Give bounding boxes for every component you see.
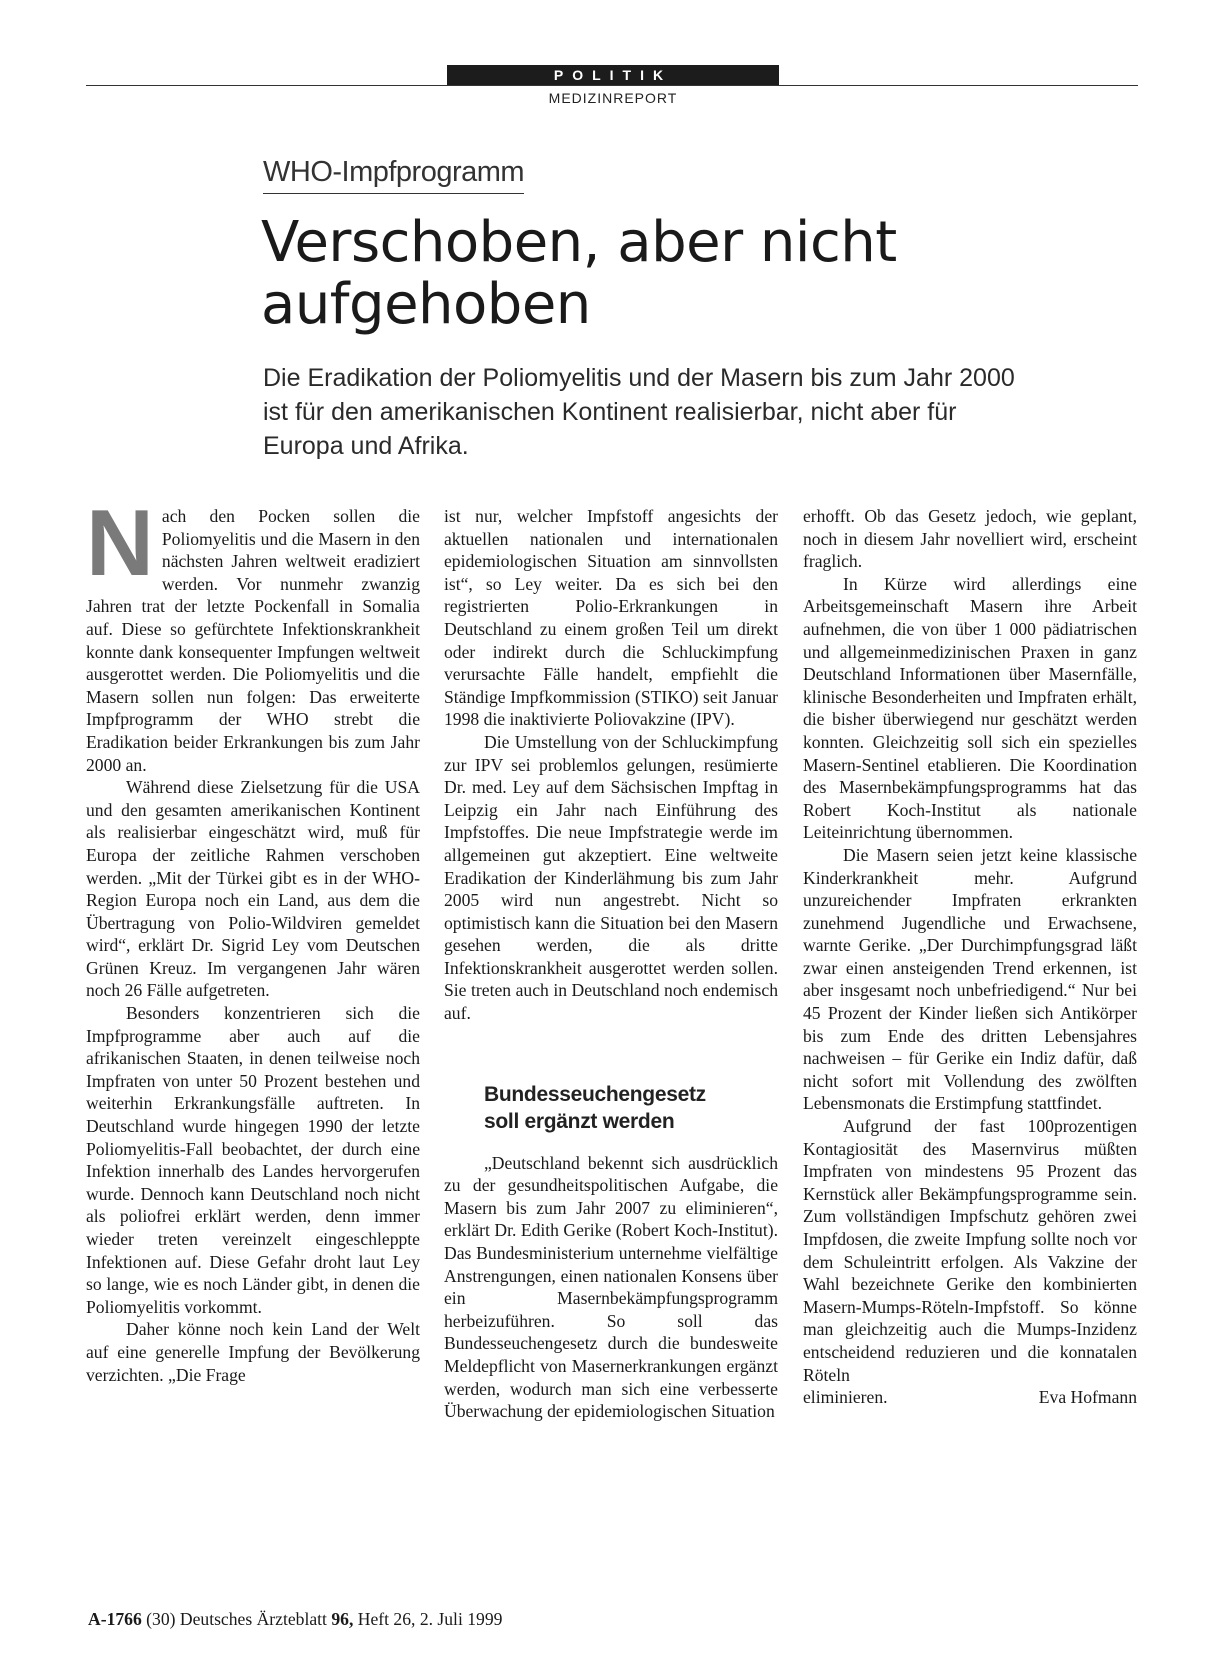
author-name: Eva Hofmann xyxy=(1038,1387,1137,1408)
paragraph: Die Masern seien jetzt keine klassische Kinderkrankheit mehr. Aufgrund unzureichender Impfraten erkrankten zunehmend Jugendliche und Erwachsene, warnte Gerike. „Der Durchimpfungsgrad läßt zwar einen ansteigenden Trend erkennen, ist aber insgesamt noch unbefriedigend.“ Nur bei 45 Prozent der Kinder ließen sich Antikörper bis zum Ende des dritten Lebensjahres nachweisen – für Gerike ein Indiz dafür, daß nicht sofort mit Vollendung des zwölften Lebensmonats die Erstimpfung stattfindet. xyxy=(803,844,1137,1114)
closing-word: eliminieren. xyxy=(803,1387,888,1408)
paragraph: Besonders konzentrieren sich die Impfprogramme aber auch auf die afrikanischen Staaten, in denen teilweise noch Impfraten von unter 50 Prozent bestehen und weiterhin Erkrankungsfälle auftreten. In Deutschland wurde hingegen 1990 der letzte Poliomyelitis-Fall beobachtet, der durch eine Infektion innerhalb des Landes hervorgerufen wurde. Dennoch kann Deutschland noch nicht als poliofrei erklärt werden, denn immer wieder treten vereinzelt eingeschleppte Infektionen auf. Diese Gefahr droht laut Ley so lange, wie es noch Länder gibt, in denen die Poliomyelitis vorkommt. xyxy=(86,1003,420,1317)
paragraph: Aufgrund der fast 100prozentigen Kontagiosität des Masernvirus müßten Impfraten von mindestens 95 Prozent das Kernstück aller Bekämpfungsprogramme sein. Zum vollständigen Impfschutz gehören zwei Impfdosen, die zweite Impfung sollte noch vor dem Schuleintritt erfolgen. Als Vakzine der Wahl bezeichnete Gerike den kombinierten Masern-Mumps-Röteln-Impfstoff. So könne man gleichzeitig auch die Mumps-Inzidenz entscheidend reduzieren und die konnatalen Röteln xyxy=(803,1116,1137,1385)
subsection-label: MEDIZINREPORT xyxy=(548,90,678,106)
headline-line-2: aufgehoben xyxy=(261,272,591,337)
journal-name: Deutsches Ärzteblatt xyxy=(179,1609,327,1629)
subheading-line-1: Bundesseuchengesetz xyxy=(484,1082,706,1106)
paragraph: erhofft. Ob das Gesetz jedoch, wie geplant, noch in diesem Jahr novelliert wird, erscheint fraglich. xyxy=(803,506,1137,572)
page-footer xyxy=(88,1609,502,1630)
paragraph: ist nur, welcher Impfstoff angesichts der aktuellen nationalen und internationalen epidemiologischen Situation am sinnvollsten ist“, so Ley weiter. Da es sich bei den registrierten Polio-Erkrankungen in Deutschland zu einem großen Teil um direkt oder indirekt durch die Schluckimpfung verursachte Fälle handelt, empfiehlt die Ständige Impfkommission (STIKO) seit Januar 1998 die inaktivierte Poliovakzine (IPV). xyxy=(444,506,778,730)
text-column-2 xyxy=(444,505,778,1423)
paragraph: Während diese Zielsetzung für die USA und den gesamten amerikanischen Kontinent als realisierbar eingeschätzt wird, muß für Europa der zeitliche Rahmen verschoben werden. „Mit der Türkei gibt es in der WHO-Region Europa noch ein Land, aus dem die Übertragung von Polio-Wildviren gemeldet wird“, erklärt Dr. Sigrid Ley vom Deutschen Grünen Kreuz. Im vergangenen Jahr wären noch 26 Fälle aufgetreten. xyxy=(86,777,420,1001)
header-rule xyxy=(86,85,1138,86)
page-number: (30) xyxy=(146,1609,176,1629)
drop-cap: N xyxy=(86,490,154,595)
closing-line xyxy=(803,1386,1137,1409)
volume-number: 96, xyxy=(331,1609,354,1629)
paragraph: „Deutschland bekennt sich ausdrücklich zu der gesundheitspolitischen Aufgabe, die Masern bis zum Jahr 2007 zu eliminieren“, erklärt Dr. Edith Gerike (Robert Koch-Institut). Das Bundesministerium unternehme vielfältige Anstrengungen, einen nationalen Konsens über ein Masernbekämpfungsprogramm herbeizuführen. So soll das Bundesseuchengesetz durch die bundesweite Meldepflicht von Masernerkrankungen ergänzt werden, wodurch man sich eine verbesserte Überwachung der epidemiologischen Situation xyxy=(444,1152,778,1422)
text-column-1 xyxy=(86,490,420,1386)
page-id: A-1766 xyxy=(88,1609,142,1629)
paragraph-text: ach den Pocken sollen die Poliomyelitis und die Masern in den nächsten Jahren weltweit eradiziert werden. Vor nunmehr zwanzig Jahren trat der letzte Pockenfall in Somalia auf. Diese so gefürchtete Infektionskrankheit konnte dank konsequenter Impfungen weltweit ausgerottet werden. Die Poliomyelitis und die Masern sollen nun folgen: Das erweiterte Impfprogramm der WHO strebt die Eradikation beider Erkrankungen bis zum Jahr 2000 an. xyxy=(86,506,420,775)
headline-line-1: Verschoben, aber nicht xyxy=(261,210,897,275)
subheading-line-2: soll ergänzt werden xyxy=(484,1109,675,1133)
article-kicker: WHO-Impfprogramm xyxy=(263,156,524,194)
subheading xyxy=(484,1081,778,1135)
paragraph: Daher könne noch kein Land der Welt auf eine generelle Impfung der Bevölkerung verzichten. „Die Frage xyxy=(86,1319,420,1385)
paragraph: In Kürze wird allerdings eine Arbeitsgemeinschaft Masern ihre Arbeit aufnehmen, die von über 1 000 pädiatrischen und allgemeinmedizinischen Praxen in ganz Deutschland Informationen über Masernfälle, klinische Besonderheiten und Impfraten erhält, die bisher überwiegend nur geschätzt werden konnten. Gleichzeitig soll sich ein spezielles Masern-Sentinel etablieren. Die Koordination des Masernbekämpfungsprogramms hat das Robert Koch-Institut als nationale Leiteinrichtung übernommen. xyxy=(803,573,1137,843)
paragraph xyxy=(86,490,420,776)
issue-info: Heft 26, 2. Juli 1999 xyxy=(357,1609,503,1629)
text-column-3 xyxy=(803,505,1137,1409)
article-headline xyxy=(261,212,1021,336)
section-label: POLITIK xyxy=(447,65,779,85)
article-lead: Die Eradikation der Poliomyelitis und der Masern bis zum Jahr 2000 ist für den amerikanischen Kontinent realisierbar, nicht aber für Europa und Afrika. xyxy=(263,364,1015,460)
paragraph: Die Umstellung von der Schluckimpfung zur IPV sei problemlos gelungen, resümierte Dr. med. Ley auf dem Sächsischen Impftag in Leipzig ein Jahr nach Einführung des Impfstoffes. Die neue Impfstrategie werde im allgemeinen gut akzeptiert. Eine weltweite Eradikation der Kinderlähmung bis zum Jahr 2005 wird nun angestrebt. Nicht so optimistisch kann die Situation bei den Masern gesehen werden, die als dritte Infektionskrankheit ausgerottet werden sollen. Sie treten auch in Deutschland noch endemisch auf. xyxy=(444,731,778,1024)
